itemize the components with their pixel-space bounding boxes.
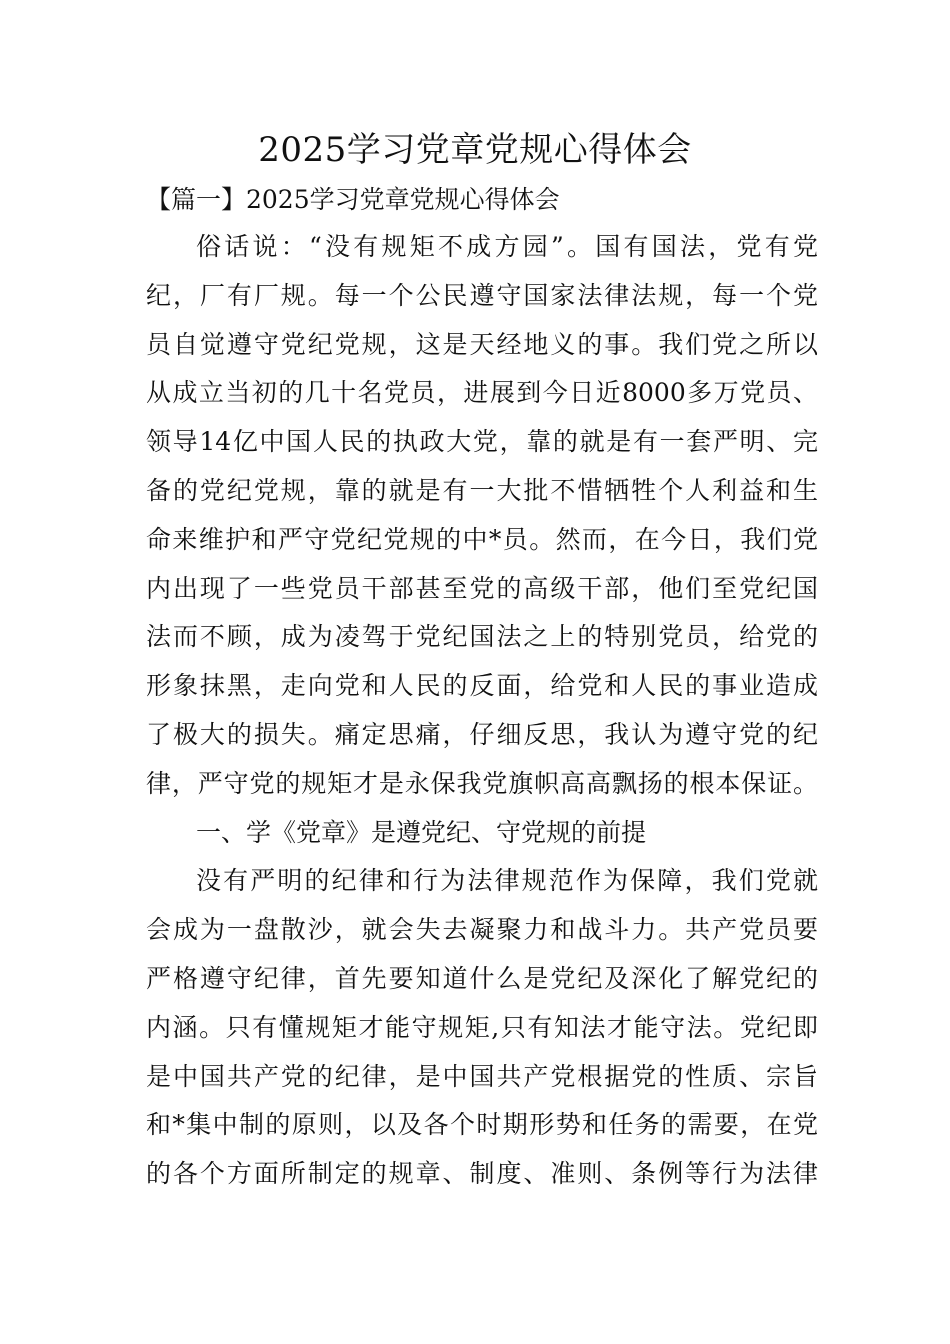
paragraph-line: 俗话说：“没有规矩不成方园”。国有国法，党有党 — [196, 232, 818, 261]
paragraph-line: 会成为一盘散沙，就会失去凝聚力和战斗力。共产党员要 — [146, 915, 818, 945]
subsection-heading: 一、学《党章》是遵党纪、守党规的前提 — [196, 817, 647, 847]
section-heading: 【篇一】2025学习党章党规心得体会 — [146, 185, 560, 214]
document-title: 2025学习党章党规心得体会 — [258, 130, 692, 170]
paragraph-line: 的各个方面所制定的规章、制度、准则、条例等行为法律 — [146, 1159, 818, 1189]
paragraph-line: 没有严明的纪律和行为法律规范作为保障，我们党就 — [196, 866, 818, 896]
paragraph-line: 法而不顾，成为凌驾于党纪国法之上的特别党员，给党的 — [146, 622, 818, 652]
paragraph-line: 严格遵守纪律，首先要知道什么是党纪及深化了解党纪的 — [146, 963, 818, 993]
paragraph-line: 律，严守党的规矩才是永保我党旗帜高高飘扬的根本保证。 — [146, 768, 818, 798]
paragraph-line: 命来维护和严守党纪党规的中*员。然而，在今日，我们党 — [146, 524, 818, 554]
paragraph-line: 形象抹黑，走向党和人民的反面，给党和人民的事业造成 — [146, 671, 818, 701]
paragraph-line: 备的党纪党规，靠的就是有一大批不惜牺牲个人利益和生 — [146, 475, 818, 505]
paragraph-line: 纪，厂有厂规。每一个公民遵守国家法律法规，每一个党 — [146, 280, 818, 310]
paragraph-line: 了极大的损失。痛定思痛，仔细反思，我认为遵守党的纪 — [146, 719, 818, 749]
paragraph-line: 员自觉遵守党纪党规，这是天经地义的事。我们党之所以 — [146, 329, 818, 359]
body-text — [146, 223, 818, 1199]
paragraph-line: 和*集中制的原则，以及各个时期形势和任务的需要，在党 — [146, 1110, 818, 1140]
paragraph-line: 领导14亿中国人民的执政大党，靠的就是有一套严明、完 — [146, 427, 818, 457]
paragraph-line: 从成立当初的几十名党员，进展到今日近8000多万党员、 — [146, 378, 818, 408]
paragraph-line: 是中国共产党的纪律，是中国共产党根据党的性质、宗旨 — [146, 1061, 818, 1091]
paragraph-line: 内出现了一些党员干部甚至党的高级干部，他们至党纪国 — [146, 573, 818, 603]
paragraph-line: 内涵。只有懂规矩才能守规矩,只有知法才能守法。党纪即 — [146, 1012, 818, 1042]
